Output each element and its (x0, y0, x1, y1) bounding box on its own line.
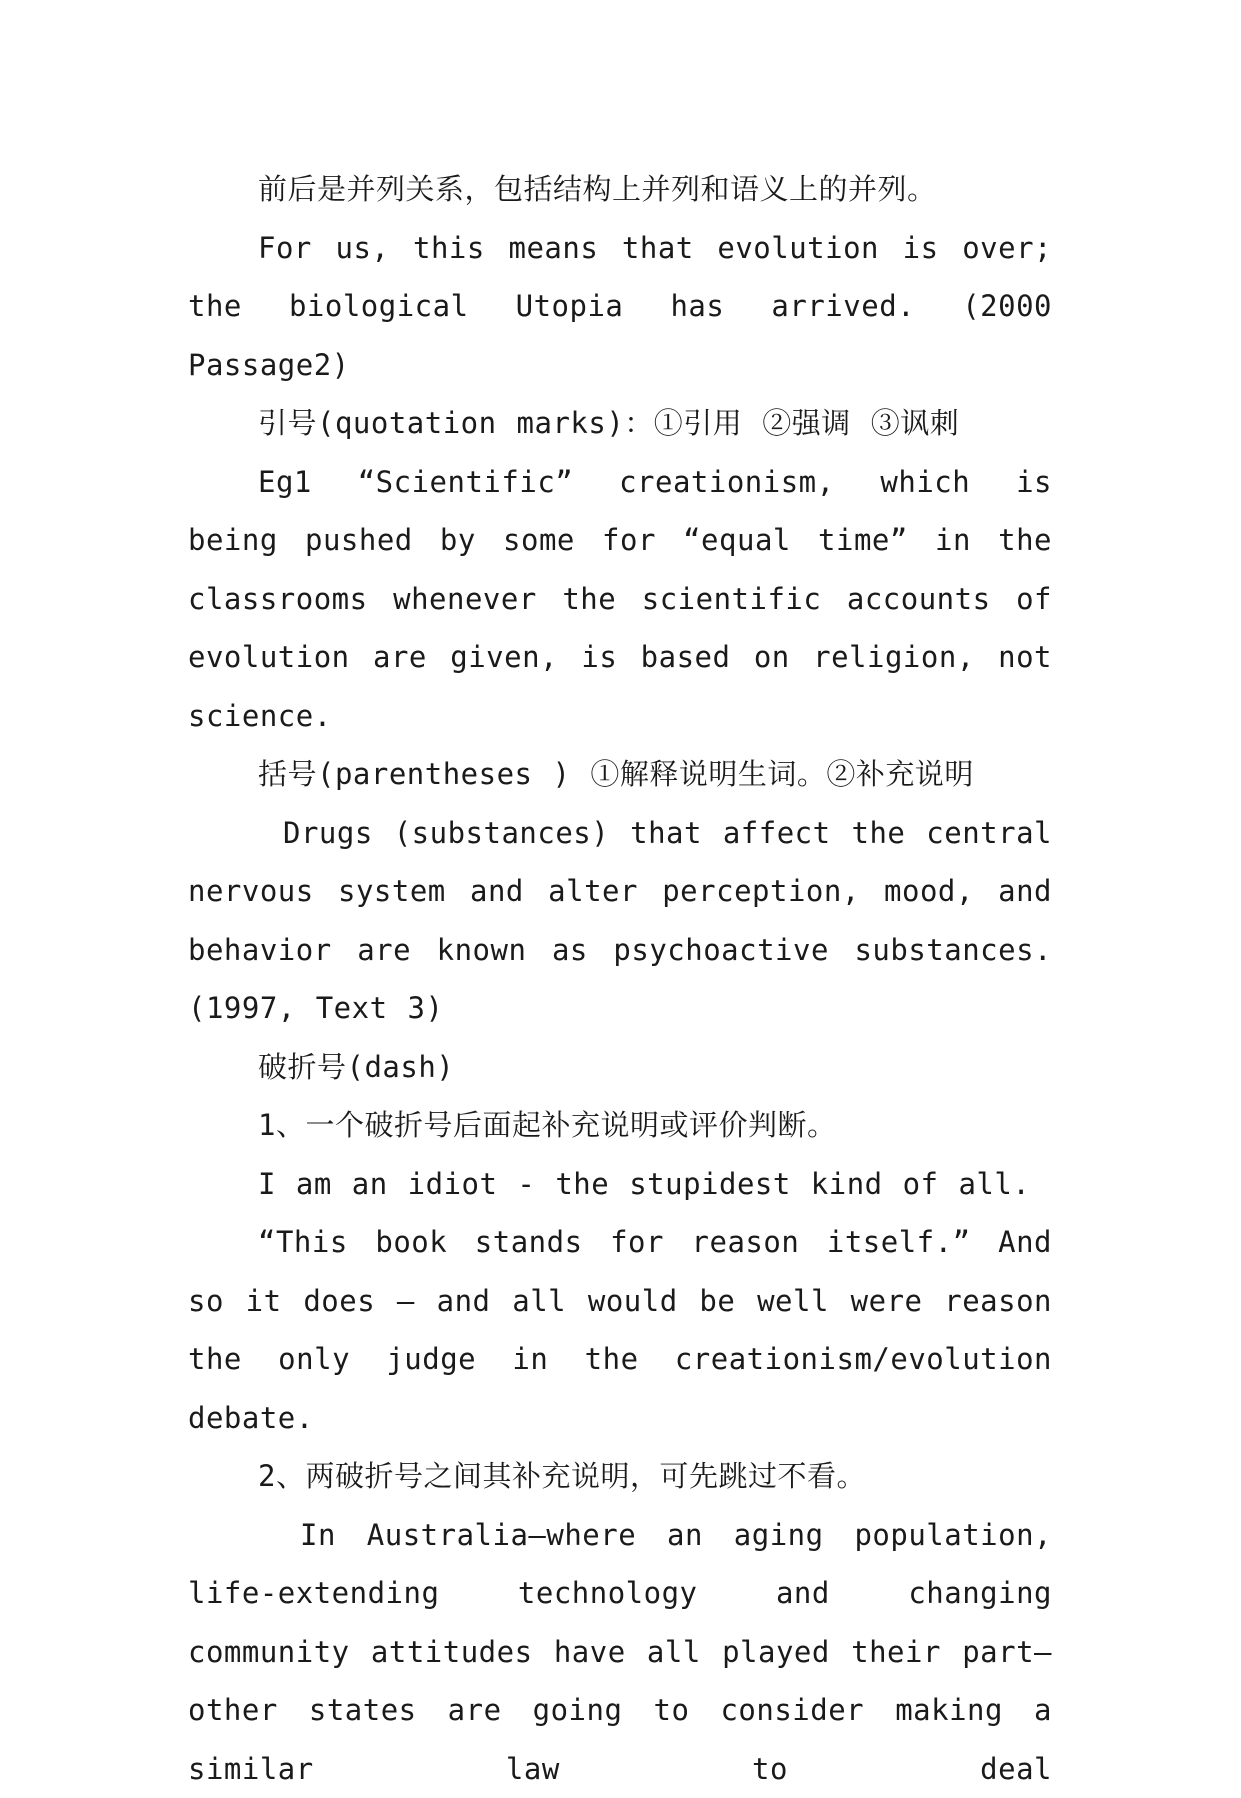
paragraph-example-evolution: For us, this means that evolution is over; the biological Utopia has arrived. (2000 Passage2) (188, 219, 1052, 395)
paragraph-parallel-relation: 前后是并列关系，包括结构上并列和语义上的并列。 (188, 160, 1052, 219)
paragraph-example-australia: In Australia—where an aging population, life-extending technology and changing community attitudes have all played their part—other states are going to consider making a similar law to deal (188, 1506, 1052, 1798)
paragraph-double-dash-rule: 2、两破折号之间其补充说明，可先跳过不看。 (188, 1447, 1052, 1506)
paragraph-example-reason: “This book stands for reason itself.” And so it does — and all would be well were reason the only judge in the creationism/evolution debate. (188, 1213, 1052, 1447)
paragraph-parentheses-heading: 括号(parentheses ) ①解释说明生词。②补充说明 (188, 745, 1052, 804)
document-body (188, 160, 1052, 1798)
paragraph-example-drugs: Drugs (substances) that affect the central nervous system and alter perception, mood, and behavior are known as psychoactive substances. (1997, Text 3) (188, 804, 1052, 1038)
paragraph-dash-heading: 破折号(dash) (188, 1038, 1052, 1097)
paragraph-example-idiot: I am an idiot - the stupidest kind of all. (188, 1155, 1052, 1214)
paragraph-single-dash-rule: 1、一个破折号后面起补充说明或评价判断。 (188, 1096, 1052, 1155)
paragraph-example-creationism: Eg1 “Scientific” creationism, which is being pushed by some for “equal time” in the classrooms whenever the scientific accounts of evolution are given, is based on religion, not science. (188, 453, 1052, 746)
paragraph-quotation-marks-heading: 引号(quotation marks)：①引用 ②强调 ③讽刺 (188, 394, 1052, 453)
